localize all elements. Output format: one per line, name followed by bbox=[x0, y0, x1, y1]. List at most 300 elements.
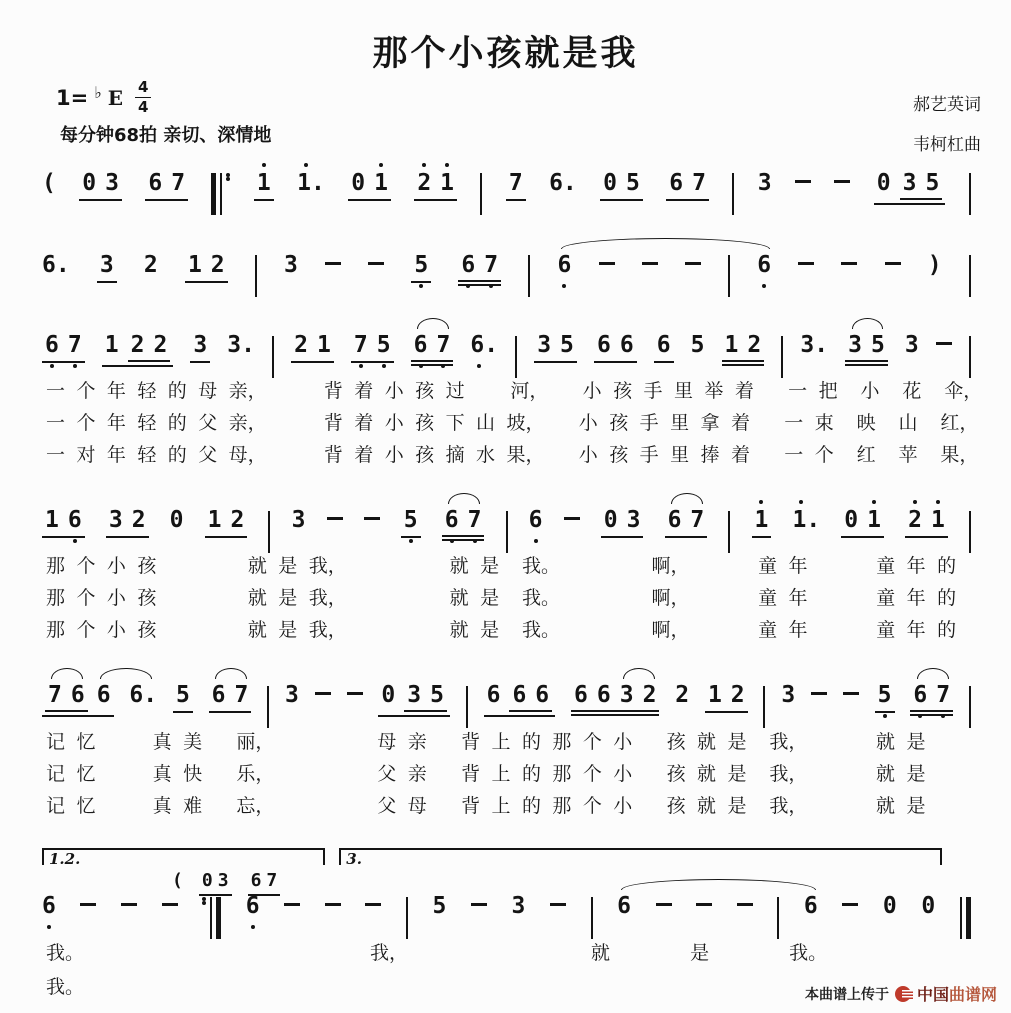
barline-thick bbox=[211, 173, 216, 215]
beam-group bbox=[79, 171, 122, 201]
rest-dash bbox=[843, 692, 859, 695]
parenthesis: ) bbox=[927, 252, 942, 278]
note: 6 bbox=[148, 170, 163, 196]
barline-thin bbox=[515, 336, 517, 378]
note: 5 bbox=[432, 893, 447, 919]
tempo-marking: 每分钟68拍 亲切、深情地 bbox=[60, 125, 272, 146]
beam-group bbox=[900, 171, 943, 200]
rest-dash bbox=[364, 517, 380, 520]
barline-thin bbox=[732, 173, 734, 215]
beam-group bbox=[173, 683, 193, 713]
note: 0 bbox=[351, 170, 366, 196]
rest-dash bbox=[284, 903, 300, 906]
beam-group bbox=[484, 683, 556, 717]
note: 3 bbox=[757, 170, 772, 196]
barline bbox=[969, 336, 971, 378]
meter-bottom: 4 bbox=[138, 98, 149, 116]
barline-thin bbox=[728, 255, 730, 297]
barline-thin bbox=[969, 336, 971, 378]
beam-group bbox=[42, 333, 85, 363]
beam-group bbox=[45, 683, 88, 712]
note: 7 bbox=[266, 870, 278, 891]
rest-dash bbox=[798, 262, 814, 265]
slur-arc bbox=[448, 493, 480, 504]
beam-group bbox=[102, 333, 174, 367]
pickup-notes bbox=[172, 870, 280, 896]
barline bbox=[267, 686, 269, 728]
note: 3 bbox=[99, 252, 114, 278]
note: 3. bbox=[227, 332, 255, 358]
lyrics-verse3-row3: 记 忆 真 难 忘， 父 母 背 上 的 那 个 小 孩 就 是 我， 就 是 bbox=[46, 795, 926, 817]
music-line-3 bbox=[42, 333, 971, 375]
rest-dash bbox=[656, 903, 672, 906]
lyrics-verse2-row1: 一 个 年 轻 的 父 亲， 背 着 小 孩 下 山 坡， 小 孩 手 里 拿 着 一 束 映 山 红， bbox=[46, 412, 979, 434]
note: 6 bbox=[596, 332, 611, 358]
note: 6 bbox=[413, 332, 428, 358]
beam-group bbox=[509, 683, 552, 712]
beam-group bbox=[665, 508, 708, 538]
beam-group bbox=[875, 683, 895, 713]
note: 6. bbox=[129, 682, 158, 708]
music-line-2 bbox=[42, 252, 971, 294]
rest-dash bbox=[365, 903, 381, 906]
beam-group bbox=[752, 508, 772, 538]
rest-dash bbox=[795, 180, 811, 183]
note: 2 bbox=[294, 332, 308, 358]
volta-bracket-1-2 bbox=[42, 848, 325, 868]
note: 1 bbox=[45, 507, 59, 533]
barline bbox=[515, 336, 517, 378]
note: 6 bbox=[461, 252, 476, 278]
note: 2 bbox=[908, 507, 922, 533]
barline bbox=[406, 897, 408, 939]
note: 6 bbox=[512, 682, 527, 708]
rest-dash bbox=[599, 262, 615, 265]
note: 6 bbox=[250, 870, 262, 891]
barline-thin bbox=[591, 897, 593, 939]
key-signature bbox=[56, 80, 151, 115]
note: 1 bbox=[374, 170, 388, 196]
beam-group bbox=[705, 683, 748, 713]
note: 6 bbox=[617, 893, 631, 919]
beam-group bbox=[594, 333, 637, 363]
watermark-site-cn: 中国 bbox=[916, 985, 949, 1004]
barline-thin bbox=[480, 173, 482, 215]
rest-dash bbox=[842, 903, 858, 906]
note: 6 bbox=[803, 893, 818, 919]
barline-thick bbox=[966, 897, 971, 939]
beam-group bbox=[601, 508, 644, 538]
barline bbox=[728, 255, 730, 297]
note: 2 bbox=[747, 332, 762, 358]
note: 0 bbox=[603, 170, 618, 196]
note: 6 bbox=[211, 682, 226, 708]
barline bbox=[763, 686, 765, 728]
rest-dash bbox=[121, 903, 137, 906]
key-prefix: 1= bbox=[56, 85, 89, 110]
note: 1 bbox=[724, 332, 739, 358]
rest-dash bbox=[325, 262, 341, 265]
note: 1 bbox=[867, 507, 881, 533]
barline-thin bbox=[777, 897, 779, 939]
composer-credit: 韦柯杠曲 bbox=[913, 135, 981, 155]
slur-arc bbox=[671, 493, 703, 504]
barline bbox=[528, 255, 530, 297]
note: 3 bbox=[193, 332, 208, 358]
note: 6. bbox=[549, 170, 577, 196]
beam-group bbox=[571, 683, 659, 716]
note: 2 bbox=[675, 682, 690, 708]
note: 3 bbox=[537, 332, 552, 358]
barline-thin bbox=[268, 511, 270, 553]
note: 3 bbox=[108, 507, 123, 533]
note: 5 bbox=[560, 332, 574, 358]
note: 1 bbox=[256, 170, 271, 196]
barline-thin bbox=[255, 255, 257, 297]
rest-dash bbox=[471, 903, 487, 906]
note: 3 bbox=[781, 682, 796, 708]
lyricist-credit: 郝艺英词 bbox=[913, 95, 981, 115]
lyrics-verse1-row2: 那 个 小 孩 就 是 我， 就 是 我。 啊， 童 年 童 年 的 bbox=[46, 555, 957, 577]
beam-group bbox=[291, 333, 334, 363]
barline bbox=[781, 336, 783, 378]
rest-dash bbox=[696, 903, 712, 906]
note: 6 bbox=[245, 893, 260, 919]
final-system bbox=[42, 848, 971, 940]
repeat-dots bbox=[226, 173, 230, 215]
barline-thin bbox=[466, 686, 468, 728]
note: 7 bbox=[67, 332, 82, 358]
barline bbox=[202, 897, 221, 939]
beam-group bbox=[874, 171, 946, 205]
note: 2 bbox=[143, 252, 158, 278]
beam-group bbox=[841, 508, 884, 538]
barline-thin bbox=[969, 511, 971, 553]
volta-bracket-3 bbox=[339, 848, 942, 868]
barline-thin bbox=[969, 686, 971, 728]
rest-dash bbox=[162, 903, 178, 906]
note: 2 bbox=[210, 252, 225, 278]
parenthesis: ( bbox=[172, 870, 183, 891]
slur-arc bbox=[100, 668, 152, 679]
flat-icon: ♭ bbox=[94, 83, 102, 102]
watermark-text: 本曲谱上传于 bbox=[804, 986, 889, 1003]
note: 1 bbox=[316, 332, 331, 358]
note: 3 bbox=[626, 507, 641, 533]
rest-dash bbox=[841, 262, 857, 265]
slur-arc bbox=[417, 318, 449, 329]
note: 6 bbox=[573, 682, 588, 708]
note: 6 bbox=[444, 507, 459, 533]
note: 6 bbox=[42, 893, 56, 919]
note: 0 bbox=[921, 893, 936, 919]
barline-thin bbox=[267, 686, 269, 728]
repeat-dot bbox=[226, 177, 230, 181]
volta-3-label: 3. bbox=[346, 850, 362, 868]
note: 6 bbox=[596, 682, 611, 708]
note: 5 bbox=[690, 332, 705, 358]
barline-thin bbox=[220, 173, 222, 215]
rest-dash bbox=[315, 692, 331, 695]
note: 3 bbox=[904, 332, 919, 358]
beam-group bbox=[348, 171, 391, 201]
beam-group bbox=[905, 508, 948, 538]
note: 6 bbox=[667, 507, 682, 533]
lyrics-verse2-row3: 记 忆 真 快 乐， 父 亲 背 上 的 那 个 小 孩 就 是 我， 就 是 bbox=[46, 763, 926, 785]
beam-group bbox=[414, 171, 457, 201]
barline-thin bbox=[969, 173, 971, 215]
note: 1 bbox=[707, 682, 722, 708]
slur-arc bbox=[51, 668, 83, 679]
rest-dash bbox=[811, 692, 827, 695]
note: 6 bbox=[96, 682, 111, 708]
beam-group bbox=[506, 171, 526, 201]
rest-dash bbox=[834, 180, 850, 183]
note: 5 bbox=[877, 682, 892, 708]
lyrics-verse2-row2: 那 个 小 孩 就 是 我， 就 是 我。 啊， 童 年 童 年 的 bbox=[46, 587, 957, 609]
barline-thin bbox=[969, 255, 971, 297]
note: 3 bbox=[285, 682, 299, 708]
beam-group bbox=[128, 333, 171, 362]
note: 6 bbox=[557, 252, 572, 278]
barline bbox=[969, 511, 971, 553]
rest-dash bbox=[327, 517, 343, 520]
note: 7 bbox=[353, 332, 368, 358]
barline-thin bbox=[781, 336, 783, 378]
note: 0 bbox=[876, 170, 891, 196]
note: 7 bbox=[936, 682, 951, 708]
note: 0 bbox=[169, 507, 184, 533]
note: 1 bbox=[187, 252, 202, 278]
barline bbox=[969, 686, 971, 728]
note: 1. bbox=[297, 170, 325, 196]
note: 2 bbox=[131, 507, 146, 533]
note: 7 bbox=[508, 170, 523, 196]
rest-dash bbox=[325, 903, 341, 906]
beam-group bbox=[209, 683, 252, 713]
barline bbox=[969, 173, 971, 215]
beam-group bbox=[666, 171, 709, 201]
rest-dash bbox=[642, 262, 658, 265]
beam-group bbox=[42, 508, 85, 538]
barline bbox=[960, 897, 971, 939]
note: 6 bbox=[757, 252, 772, 278]
slur-arc bbox=[215, 668, 247, 679]
note: 7 bbox=[467, 507, 482, 533]
beam-group bbox=[97, 253, 117, 283]
note: 6 bbox=[619, 332, 634, 358]
beam-group bbox=[404, 683, 447, 712]
lyrics-verse1-row1: 一 个 年 轻 的 母 亲， 背 着 小 孩 过 河， 小 孩 手 里 举 着 一 把 小 花 伞， bbox=[46, 380, 983, 402]
watermark-site-rest: 曲谱网 bbox=[948, 985, 997, 1004]
note: 1 bbox=[440, 170, 455, 196]
note: 6 bbox=[67, 507, 82, 533]
note: 3 bbox=[902, 170, 917, 196]
beam-group bbox=[722, 333, 765, 366]
barline bbox=[211, 173, 230, 215]
beam-group bbox=[199, 871, 232, 896]
rest-dash bbox=[737, 903, 753, 906]
note: 7 bbox=[484, 252, 499, 278]
rest-dash bbox=[885, 262, 901, 265]
barline bbox=[728, 511, 730, 553]
note: 2 bbox=[642, 682, 657, 708]
note: 1 bbox=[930, 507, 945, 533]
watermark bbox=[805, 982, 997, 1005]
barline bbox=[732, 173, 734, 215]
note: 7 bbox=[171, 170, 186, 196]
note: 6 bbox=[486, 682, 501, 708]
note: 5 bbox=[175, 682, 190, 708]
note: 0 bbox=[844, 507, 859, 533]
rest-dash bbox=[347, 692, 363, 695]
note: 5 bbox=[626, 170, 640, 196]
music-line-5 bbox=[42, 683, 971, 725]
barline bbox=[255, 255, 257, 297]
beam-group bbox=[205, 508, 248, 538]
music-line-6 bbox=[42, 894, 971, 936]
note: 3. bbox=[800, 332, 829, 358]
note: 5 bbox=[414, 252, 429, 278]
barline-thin bbox=[406, 897, 408, 939]
slur-arc bbox=[852, 318, 884, 329]
note: 3 bbox=[511, 893, 526, 919]
barline bbox=[268, 511, 270, 553]
beam-group bbox=[534, 333, 577, 363]
note: 3 bbox=[848, 332, 862, 358]
lyrics-verse3-row1: 一 对 年 轻 的 父 母， 背 着 小 孩 摘 水 果， 小 孩 手 里 捧 着 一 个 红 苹 果， bbox=[46, 444, 979, 466]
music-line-1 bbox=[42, 170, 971, 212]
barline bbox=[591, 897, 593, 939]
note: 7 bbox=[436, 332, 451, 358]
barline bbox=[777, 897, 779, 939]
beam-group bbox=[254, 171, 274, 201]
note: 3 bbox=[284, 252, 298, 278]
slur-arc bbox=[621, 879, 817, 890]
beam-group bbox=[351, 333, 394, 363]
barline-thin bbox=[960, 897, 962, 939]
note: 0 bbox=[381, 682, 396, 708]
note: 6. bbox=[470, 332, 499, 358]
barline-thick bbox=[216, 897, 221, 939]
repeat-dot bbox=[202, 901, 206, 905]
beam-group bbox=[401, 508, 421, 538]
lyrics-verse1-row3: 记 忆 真 美 丽， 母 亲 背 上 的 那 个 小 孩 就 是 我， 就 是 bbox=[46, 731, 926, 753]
repeat-dots bbox=[202, 897, 206, 939]
volta-1-2-label: 1.2. bbox=[49, 850, 81, 868]
beam-group bbox=[458, 253, 501, 286]
meter-top: 4 bbox=[135, 80, 151, 98]
note: 6 bbox=[70, 682, 85, 708]
beam-group bbox=[600, 171, 643, 201]
quputu-logo-icon bbox=[895, 986, 911, 1002]
note: 7 bbox=[234, 682, 249, 708]
note: 7 bbox=[48, 682, 62, 708]
beam-group bbox=[42, 683, 114, 717]
note: 6 bbox=[656, 332, 671, 358]
note: 0 bbox=[201, 870, 213, 891]
note: 7 bbox=[692, 170, 706, 196]
note: 1 bbox=[207, 507, 222, 533]
note: 3 bbox=[619, 682, 634, 708]
note: 1 bbox=[104, 332, 119, 358]
note: 5 bbox=[403, 507, 418, 533]
barline bbox=[480, 173, 482, 215]
barline bbox=[506, 511, 508, 553]
note: 6. bbox=[42, 252, 70, 278]
barline bbox=[272, 336, 274, 378]
time-signature bbox=[135, 80, 151, 115]
note: 3 bbox=[407, 682, 422, 708]
rest-dash bbox=[80, 903, 96, 906]
note: 7 bbox=[690, 507, 705, 533]
barline-thin bbox=[763, 686, 765, 728]
beam-group bbox=[106, 508, 149, 538]
barline-thin bbox=[728, 511, 730, 553]
note: 2 bbox=[130, 332, 145, 358]
song-title: 那个小孩就是我 bbox=[372, 33, 639, 74]
beam-group bbox=[654, 333, 674, 363]
slur-arc bbox=[917, 668, 949, 679]
rest-dash bbox=[564, 517, 580, 520]
beam-group bbox=[378, 683, 450, 717]
note: 1. bbox=[792, 507, 821, 533]
barline bbox=[969, 255, 971, 297]
rest-dash bbox=[936, 342, 952, 345]
note: 0 bbox=[603, 507, 618, 533]
note: 6 bbox=[535, 682, 550, 708]
note: 3 bbox=[217, 870, 229, 891]
beam-group bbox=[145, 171, 188, 201]
barline bbox=[466, 686, 468, 728]
note: 0 bbox=[882, 893, 897, 919]
beam-group bbox=[845, 333, 888, 366]
beam-group bbox=[411, 253, 431, 283]
beam-group bbox=[190, 333, 210, 363]
beam-group bbox=[910, 683, 953, 716]
lyrics-final-row1: 我。 我， 就 是 我。 bbox=[46, 942, 828, 964]
note: 5 bbox=[925, 170, 940, 196]
note: 3 bbox=[105, 170, 119, 196]
barline-thin bbox=[506, 511, 508, 553]
barline-thin bbox=[210, 897, 212, 939]
note: 5 bbox=[430, 682, 444, 708]
beam-group bbox=[411, 333, 454, 366]
slur-arc bbox=[561, 238, 770, 249]
note: 6 bbox=[669, 170, 684, 196]
rest-dash bbox=[685, 262, 701, 265]
note: 2 bbox=[153, 332, 168, 358]
note: 6 bbox=[45, 332, 59, 358]
beam-group bbox=[185, 253, 228, 283]
note: 2 bbox=[230, 507, 245, 533]
barline-thin bbox=[528, 255, 530, 297]
rest-dash bbox=[550, 903, 566, 906]
note: 3 bbox=[291, 507, 306, 533]
rest-dash bbox=[368, 262, 384, 265]
music-line-4 bbox=[42, 508, 971, 550]
note: 6 bbox=[528, 507, 543, 533]
slur-arc bbox=[623, 668, 655, 679]
barline-thin bbox=[272, 336, 274, 378]
parenthesis: ( bbox=[42, 170, 56, 196]
note: 1 bbox=[754, 507, 769, 533]
note: 6 bbox=[913, 682, 928, 708]
lyrics-verse3-row2: 那 个 小 孩 就 是 我， 就 是 我。 啊， 童 年 童 年 的 bbox=[46, 619, 957, 641]
note: 0 bbox=[82, 170, 97, 196]
note: 5 bbox=[376, 332, 391, 358]
note: 5 bbox=[870, 332, 885, 358]
